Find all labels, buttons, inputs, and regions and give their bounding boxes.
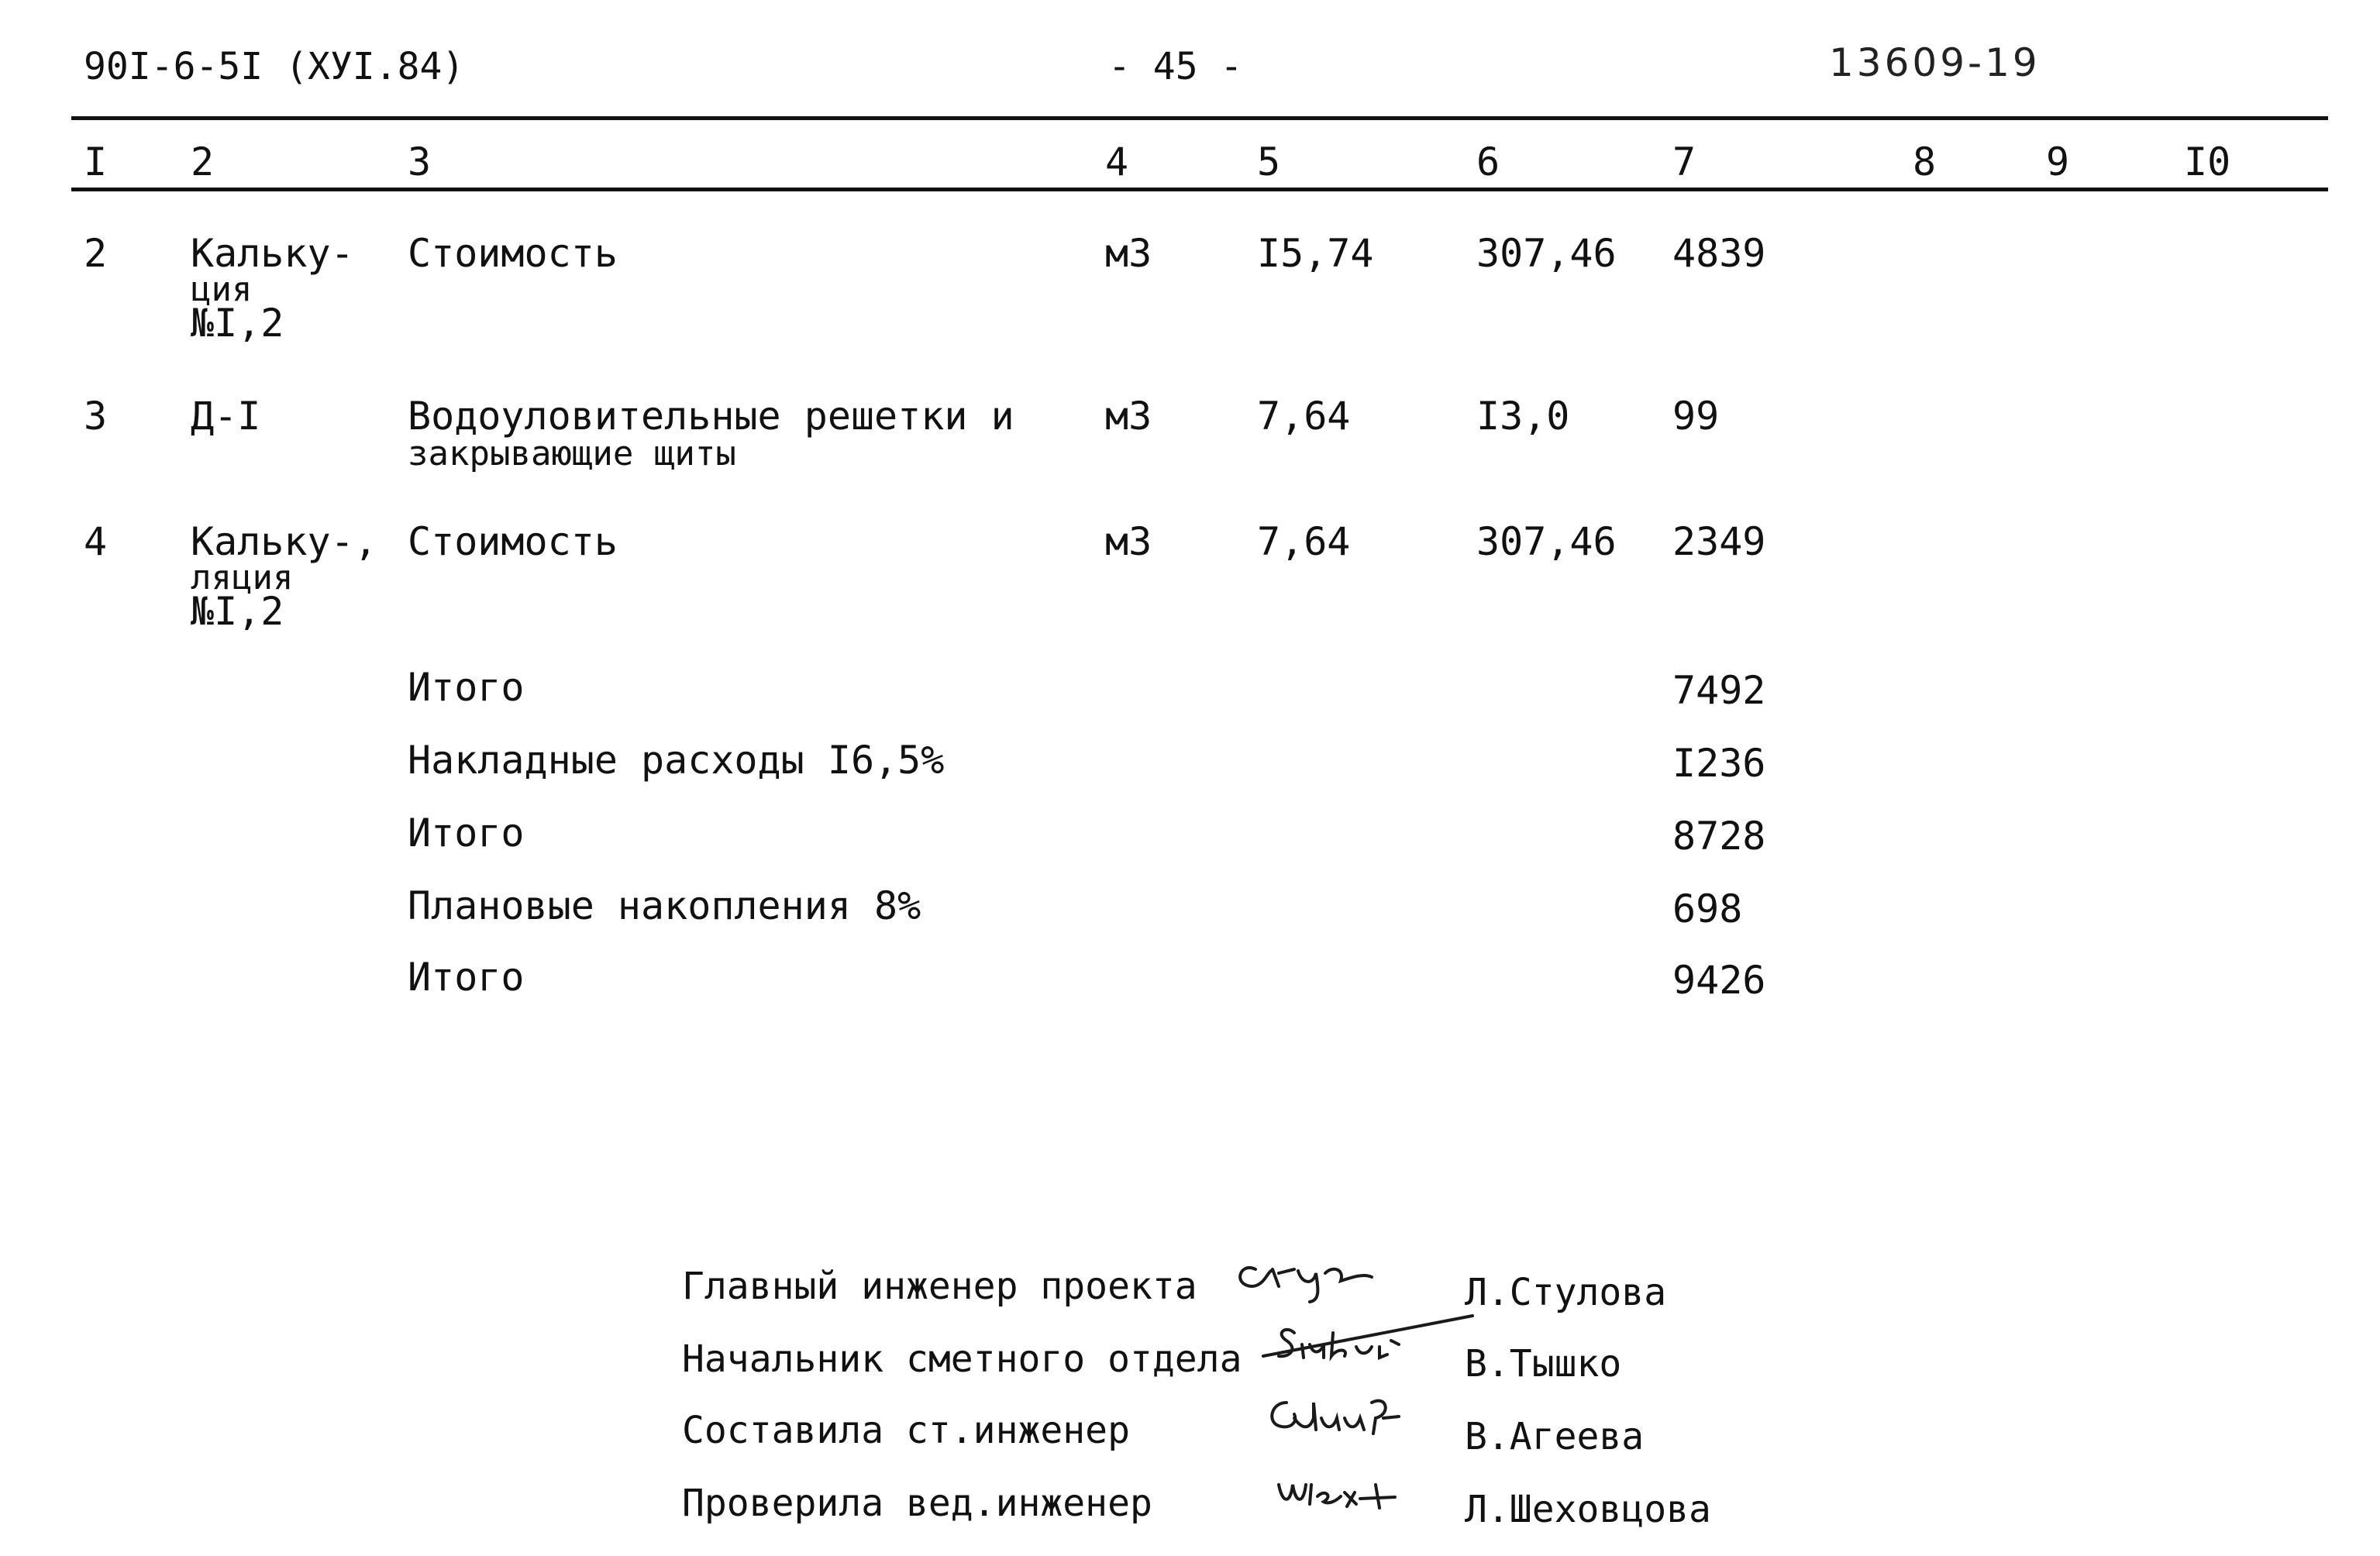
signature-name: Л.Стулова — [1465, 1271, 1667, 1314]
column-header-5: 5 — [1257, 139, 1281, 184]
signature-role: Проверила вед.инженер — [682, 1482, 1152, 1525]
row-description: Водоуловительные решетки и — [408, 394, 1014, 439]
row-basis-line: ция — [191, 270, 253, 309]
column-header-6: 6 — [1476, 139, 1500, 184]
signature-name: В.Тышко — [1465, 1342, 1622, 1386]
signature-name: Л.Шеховцова — [1465, 1488, 1711, 1531]
row-unit: м3 — [1105, 394, 1152, 439]
summary-value: 698 — [1672, 886, 1743, 931]
row-basis-line: ляция — [191, 558, 294, 597]
signature-name: В.Агеева — [1465, 1415, 1645, 1458]
column-header-7: 7 — [1672, 139, 1696, 184]
row-description: Стоимость — [408, 519, 618, 564]
page-number: - 45 - — [1108, 45, 1243, 88]
top-rule — [71, 116, 2328, 120]
row-description: закрывающие щиты — [408, 434, 736, 473]
row-number: 2 — [84, 231, 108, 276]
handwritten-signature-tyshko — [1248, 1310, 1480, 1372]
row-unit-price: 307,46 — [1476, 519, 1617, 564]
summary-label: Итого — [408, 811, 525, 855]
column-header-10: I0 — [2184, 139, 2231, 184]
column-header-3: 3 — [408, 139, 432, 184]
row-unit: м3 — [1105, 231, 1152, 276]
handwritten-signature-shekhovtsova — [1263, 1461, 1449, 1523]
row-description: Стоимость — [408, 231, 618, 276]
row-basis-line: №I,2 — [191, 589, 284, 634]
summary-value: 9426 — [1672, 958, 1766, 1003]
column-header-1: I — [84, 139, 108, 184]
row-quantity: 7,64 — [1257, 394, 1351, 439]
handwritten-signature-stulova — [1224, 1238, 1457, 1308]
summary-label: Накладные расходы I6,5% — [408, 738, 945, 783]
row-unit-price: 307,46 — [1476, 231, 1617, 276]
row-quantity: 7,64 — [1257, 519, 1351, 564]
summary-value: 7492 — [1672, 668, 1766, 713]
signature-role: Начальник сметного отдела — [682, 1337, 1242, 1381]
row-unit: м3 — [1105, 519, 1152, 564]
summary-label: Итого — [408, 665, 525, 710]
row-quantity: I5,74 — [1257, 231, 1374, 276]
row-total: 4839 — [1672, 231, 1766, 276]
column-header-2: 2 — [191, 139, 215, 184]
row-basis-line: Кальку- — [191, 231, 354, 276]
summary-value: I236 — [1672, 741, 1766, 786]
row-number: 3 — [84, 394, 108, 439]
signature-role: Главный инженер проекта — [682, 1265, 1197, 1308]
column-header-4: 4 — [1105, 139, 1129, 184]
handwritten-signature-ageeva — [1255, 1387, 1472, 1449]
row-number: 4 — [84, 519, 108, 564]
row-basis-line: Д-I — [191, 394, 261, 439]
column-header-9: 9 — [2046, 139, 2070, 184]
row-total: 2349 — [1672, 519, 1766, 564]
summary-label: Итого — [408, 955, 525, 1000]
header-rule — [71, 188, 2328, 191]
summary-value: 8728 — [1672, 814, 1766, 859]
document-code: 90I-6-5I (XУI.84) — [84, 45, 465, 88]
row-total: 99 — [1672, 394, 1720, 439]
signature-role: Составила ст.инженер — [682, 1409, 1130, 1452]
column-header-8: 8 — [1913, 139, 1937, 184]
row-basis-line: Кальку-, — [191, 519, 377, 564]
row-basis-line: №I,2 — [191, 301, 284, 346]
row-unit-price: I3,0 — [1476, 394, 1570, 439]
archive-number: 13609-19 — [1829, 40, 2041, 85]
summary-label: Плановые накопления 8% — [408, 883, 921, 928]
